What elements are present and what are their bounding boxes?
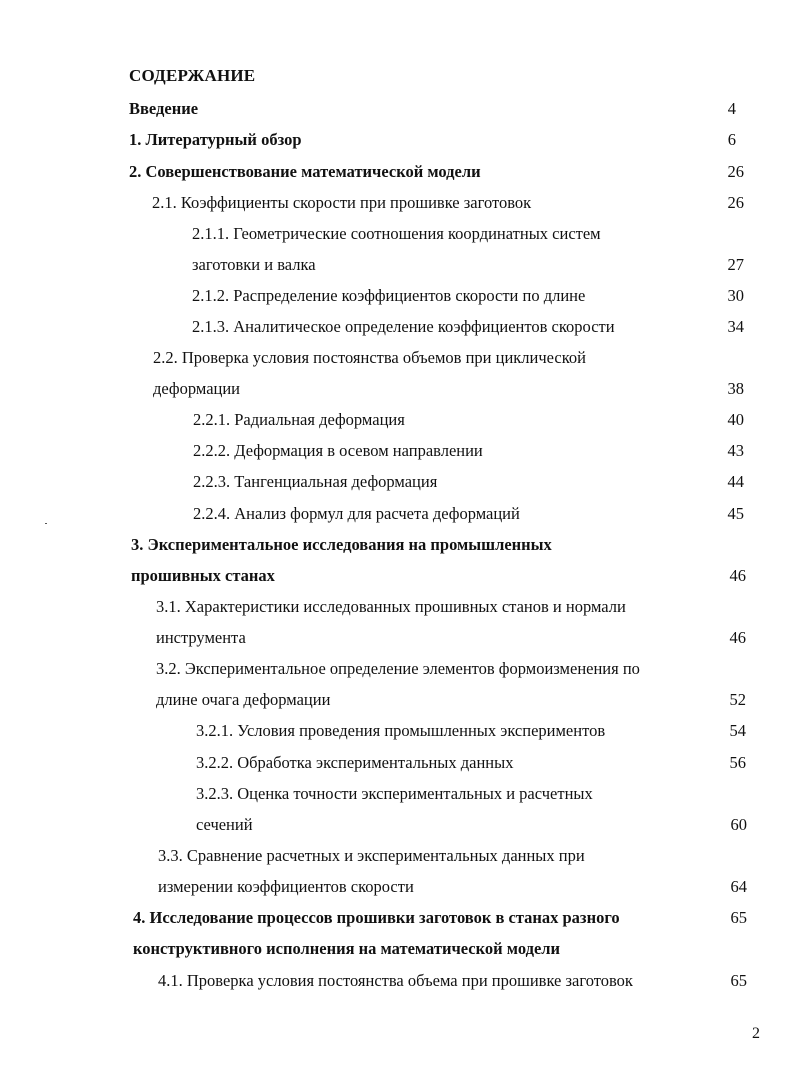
toc-entry-text: Введение xyxy=(129,99,199,118)
toc-entry-text: 2.2.1. Радиальная деформация xyxy=(193,410,405,429)
toc-entry-page: 27 xyxy=(727,255,744,274)
toc-entry-page: 44 xyxy=(727,472,744,491)
toc-entry-text: 3.2.1. Условия проведения промышленных экспериментов xyxy=(196,721,606,740)
toc-entry-page: 30 xyxy=(727,286,744,305)
toc-entry-text: 2.2.3. Тангенциальная деформация xyxy=(193,472,438,491)
toc-entry-text: инструмента xyxy=(156,628,246,647)
toc-entry-text: 2.1.1. Геометрические соотношения координатных систем xyxy=(192,224,601,243)
toc-entry-text: сечений xyxy=(196,815,253,834)
toc-entry-text: заготовки и валка xyxy=(192,255,316,274)
toc-entry-text: 2.1.2. Распределение коэффициентов скорости по длине xyxy=(192,286,586,305)
toc-entry-page: 60 xyxy=(730,815,747,834)
toc-entry-page: 6 xyxy=(727,130,736,149)
toc-entry-text: 3. Экспериментальное исследования на промышленных xyxy=(131,535,552,554)
page-title: СОДЕРЖАНИЕ xyxy=(129,66,256,85)
scan-speck xyxy=(45,523,47,524)
toc-entry-text: 4.1. Проверка условия постоянства объема при прошивке заготовок xyxy=(158,971,633,990)
toc-entry-page: 56 xyxy=(729,753,746,772)
toc-entry-page: 43 xyxy=(727,441,744,460)
toc-entry-text: 2.2.2. Деформация в осевом направлении xyxy=(193,441,483,460)
toc-entry-page: 65 xyxy=(730,971,747,990)
toc-entry-text: 2.2. Проверка условия постоянства объемов при циклической xyxy=(153,348,586,367)
toc-entry-page: 26 xyxy=(727,162,744,181)
toc-entry-text: конструктивного исполнения на математической модели xyxy=(133,939,561,958)
toc-entry-text: 1. Литературный обзор xyxy=(129,130,302,149)
toc-entry-text: 3.2.2. Обработка экспериментальных данных xyxy=(196,753,514,772)
toc-entry-text: 3.2. Экспериментальное определение элементов формоизменения по xyxy=(156,659,640,678)
toc-entry-page: 45 xyxy=(727,504,744,523)
toc-entry-page: 46 xyxy=(729,628,746,647)
toc-entry-page: 38 xyxy=(727,379,744,398)
toc-entry-text: деформации xyxy=(153,379,241,398)
toc-entry-text: 2. Совершенствование математической модели xyxy=(129,162,481,181)
toc-entry-text: измерении коэффициентов скорости xyxy=(158,877,414,896)
toc-entry-page: 46 xyxy=(729,566,746,585)
toc-entry-page: 40 xyxy=(727,410,744,429)
toc-entry-page: 65 xyxy=(730,908,747,927)
toc-entry-page: 52 xyxy=(729,690,746,709)
toc-entry-text: 3.3. Сравнение расчетных и экспериментальных данных при xyxy=(158,846,585,865)
toc-entry-text: прошивных станах xyxy=(131,566,275,585)
toc-entry-page: 4 xyxy=(727,99,736,118)
toc-entry-page: 64 xyxy=(730,877,747,896)
toc-entry-text: 3.1. Характеристики исследованных прошивных станов и нормали xyxy=(156,597,626,616)
toc-entry-text: длине очага деформации xyxy=(156,690,331,709)
toc-entry-text: 4. Исследование процессов прошивки заготовок в станах разного xyxy=(133,908,620,927)
toc-entry-text: 2.1. Коэффициенты скорости при прошивке заготовок xyxy=(152,193,532,212)
toc-entry-page: 34 xyxy=(727,317,744,336)
toc-entry-text: 2.2.4. Анализ формул для расчета деформаций xyxy=(193,504,520,523)
toc-entry-page: 26 xyxy=(727,193,744,212)
page-number: 2 xyxy=(752,1025,760,1042)
toc-entry-text: 3.2.3. Оценка точности экспериментальных и расчетных xyxy=(196,784,593,803)
toc-entry-page: 54 xyxy=(729,721,746,740)
toc-entry-text: 2.1.3. Аналитическое определение коэффициентов скорости xyxy=(192,317,615,336)
